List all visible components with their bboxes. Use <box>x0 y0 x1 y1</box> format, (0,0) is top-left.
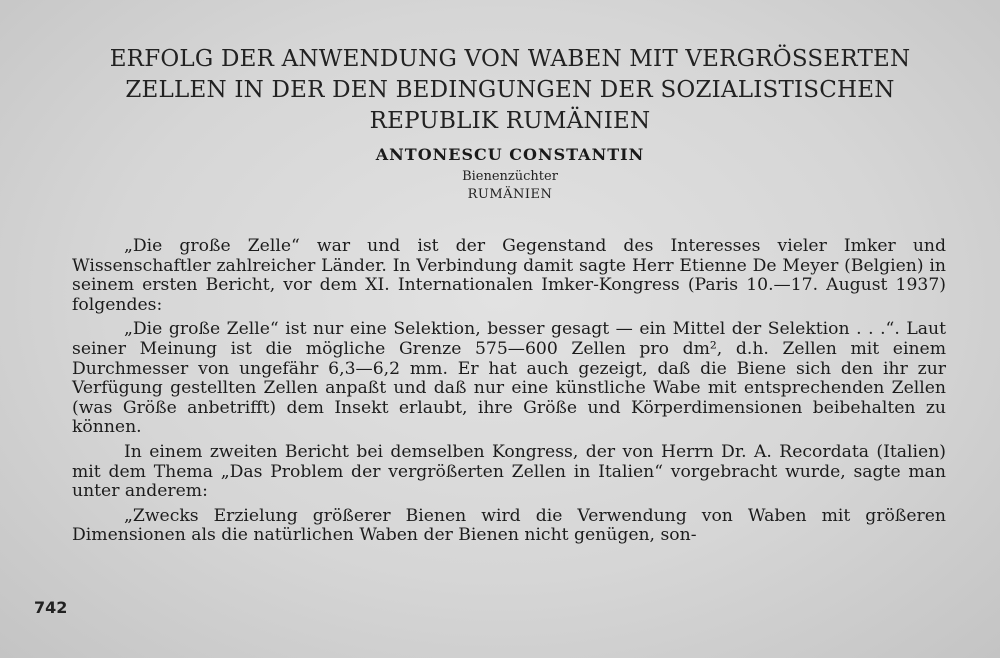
paragraph-1: „Die große Zelle“ war und ist der Gegenstand des Interesses vieler Imker und Wissenschaftler zahlreicher Länder. In Verbindung damit sagte Herr Etienne De Meyer (Belgien) in seinem ersten Bericht, vor dem XI. Internationalen Imker-Kongress (Paris 10.—17. August 1937) folgendes: <box>72 236 946 315</box>
author-country: RUMÄNIEN <box>467 187 553 202</box>
author-name: ANTONESCU CONSTANTIN <box>375 145 645 164</box>
heading-block <box>70 44 950 202</box>
article-body <box>72 237 946 551</box>
paragraph-4: „Zwecks Erzielung größerer Bienen wird die Verwendung von Waben mit größeren Dimensionen als die natürlichen Waben der Bienen nicht genügen, son- <box>72 505 946 546</box>
article-title <box>70 44 950 137</box>
title-line-3: REPUBLIK RUMÄNIEN <box>369 108 651 134</box>
paragraph-3: In einem zweiten Bericht bei demselben Kongress, der von Herrn Dr. A. Recordata (Italien) mit dem Thema „Das Problem der vergrößerten Zellen in Italien“ vorgebracht wurde, sagte man unter anderem: <box>72 441 946 502</box>
author-role: Bienenzüchter <box>462 169 558 184</box>
page-number: 742 <box>34 598 68 617</box>
paragraph-2: „Die große Zelle“ ist nur eine Selektion, besser gesagt — ein Mittel der Selektion . . .“. Laut seiner Meinung ist die mögliche Grenze 575—600 Zellen pro dm², d.h. Zellen mit einem Durchmesser von ungefähr 6,3—6,2 mm. Er hat auch gezeigt, daß die Biene sich den ihr zur Verfügung gestellten Zellen anpaßt und daß nur eine künstliche Wabe mit entsprechenden Zellen (was Größe anbetrifft) dem Insekt erlaubt, ihre Größe und Körperdimensionen beibehalten zu können. <box>72 319 946 438</box>
title-line-2: ZELLEN IN DER DEN BEDINGUNGEN DER SOZIALISTISCHEN <box>125 77 895 103</box>
title-line-1: ERFOLG DER ANWENDUNG VON WABEN MIT VERGRÖSSERTEN <box>109 46 911 72</box>
